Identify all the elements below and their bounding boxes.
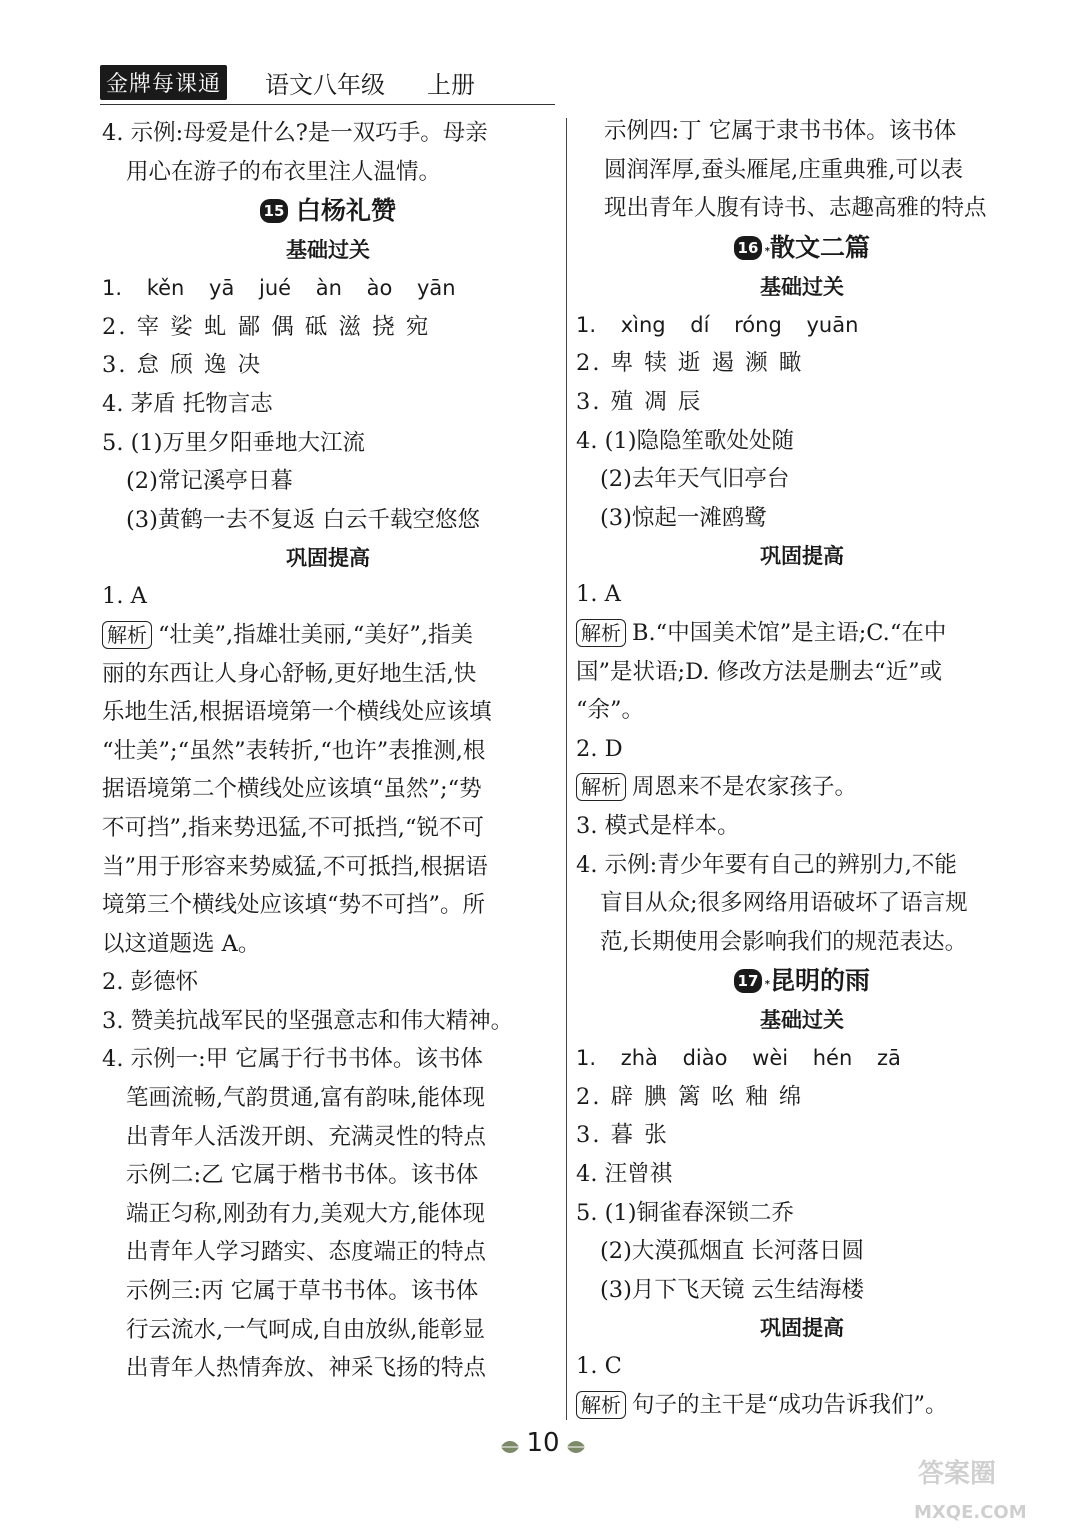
analysis-text: “壮美”,指雄壮美丽,“美好”,指美 [158, 621, 473, 648]
subject-label: 语文八年级 [265, 70, 386, 99]
answer-line: 现出青年人腹有诗书、志趣高雅的特点 [604, 195, 987, 222]
series-brand-label: 金牌每课通 [100, 65, 227, 100]
analysis-line: 境第三个横线处应该填“势不可挡”。所 [102, 892, 486, 919]
section-heading: 基础过关 [286, 238, 370, 263]
analysis-line: 当”用于形容来势威猛,不可抵挡,根据语 [102, 853, 488, 880]
page-header [100, 64, 475, 100]
answer-line: 2. D [576, 735, 623, 762]
answer-line: (2)大漠孤烟直 长河落日圆 [600, 1238, 865, 1265]
section-heading: 基础过关 [760, 1008, 844, 1033]
analysis-line: 据语境第二个横线处应该填“虽然”;“势 [102, 776, 482, 803]
answer-line: 4. 示例:青少年要有自己的辨别力,不能 [576, 851, 957, 878]
left-column [102, 114, 554, 1388]
answer-line: 端正匀称,刚劲有力,美观大方,能体现 [126, 1200, 485, 1227]
section-heading: 巩固提高 [760, 1316, 844, 1341]
optional-lesson-mark: * [764, 979, 770, 991]
analysis-text: 周恩来不是农家孩子。 [632, 774, 858, 801]
leaf-icon [565, 1438, 587, 1456]
answer-line: 2. 卑 犊 逝 遏 濒 瞰 [576, 350, 804, 377]
analysis-line [102, 616, 554, 655]
answer-line: 1. xìng dí róng yuān [576, 312, 859, 337]
analysis-tag: 解析 [576, 619, 626, 647]
section-heading: 基础过关 [760, 274, 844, 299]
answer-line: (3)黄鹤一去不复返 白云千载空悠悠 [126, 506, 481, 533]
lesson-number-badge: 15 [260, 199, 288, 223]
answer-line: (2)去年天气旧亭台 [600, 466, 790, 493]
section-heading: 巩固提高 [760, 544, 844, 569]
answer-line: 3. 赞美抗战军民的坚强意志和伟大精神。 [102, 1007, 514, 1034]
answer-line: 1. C [576, 1353, 622, 1380]
answer-line: 2. 宰 娑 虬 鄙 偶 砥 滋 挠 宛 [102, 313, 431, 340]
page-number: 10 [526, 1428, 560, 1458]
answer-line: 2. 辟 腆 篱 吆 釉 绵 [576, 1083, 804, 1110]
lesson-number: 16 [737, 238, 759, 257]
analysis-line [576, 1386, 1028, 1425]
answer-line: 示例三:丙 它属于草书书体。该书体 [126, 1278, 479, 1305]
watermark-logo [908, 1440, 1068, 1530]
analysis-tag: 解析 [576, 773, 626, 801]
answer-line: 3. 怠 颀 逸 决 [102, 352, 263, 379]
leaf-icon [499, 1438, 521, 1456]
lesson-number-badge [734, 236, 770, 260]
optional-lesson-mark: * [764, 245, 770, 257]
answer-line: 范,长期使用会影响我们的规范表达。 [600, 928, 968, 955]
answer-line: 圆润浑厚,蚕头雁尾,庄重典雅,可以表 [604, 156, 963, 183]
analysis-tag: 解析 [102, 621, 152, 649]
analysis-text: B.“中国美术馆”是主语;C.“在中 [632, 619, 947, 646]
analysis-line [576, 768, 1028, 807]
answer-line: 3. 殖 凋 辰 [576, 388, 703, 415]
answer-line: 1. A [576, 581, 621, 608]
analysis-tag: 解析 [576, 1391, 626, 1419]
answer-line: 5. (1)万里夕阳垂地大江流 [102, 429, 365, 456]
answer-line: (2)常记溪亭日暮 [126, 468, 293, 495]
answer-line: 1. kěn yā jué àn ào yān [102, 276, 456, 301]
analysis-line: 乐地生活,根据语境第一个横线处应该填 [102, 699, 492, 726]
answer-line: 4. 汪曾祺 [576, 1161, 673, 1188]
watermark-line-1: 答案圈 [918, 1459, 997, 1489]
lesson-17-title [576, 961, 1028, 1001]
answer-line: 笔画流畅,气韵贯通,富有韵味,能体现 [126, 1085, 485, 1112]
lesson-title-text: 散文二篇 [769, 232, 870, 262]
lesson-15-title [102, 191, 554, 231]
answer-line: (3)月下飞天镜 云生结海楼 [600, 1276, 865, 1303]
answer-line: 出青年人热情奔放、神采飞扬的特点 [126, 1355, 487, 1382]
analysis-line: 丽的东西让人身心舒畅,更好地生活,快 [102, 660, 477, 687]
analysis-text: 句子的主干是“成功告诉我们”。 [632, 1392, 948, 1419]
answer-line: 4. 示例一:甲 它属于行书书体。该书体 [102, 1046, 483, 1073]
column-divider [566, 118, 567, 1420]
answer-line: 出青年人活泼开朗、充满灵性的特点 [126, 1123, 487, 1150]
answer-line: 1. A [102, 583, 147, 610]
header-rule [100, 104, 555, 105]
answer-line: (3)惊起一滩鸥鹭 [600, 504, 767, 531]
answer-line: 出青年人学习踏实、态度端正的特点 [126, 1239, 487, 1266]
volume-label: 上册 [427, 70, 476, 99]
analysis-line: 不可挡”,指来势迅猛,不可抵挡,“锐不可 [102, 814, 484, 841]
lesson-16-title [576, 228, 1028, 268]
analysis-line: 国”是状语;D. 修改方法是删去“近”或 [576, 658, 943, 685]
answer-line: 5. (1)铜雀春深锁二乔 [576, 1199, 794, 1226]
answer-line: 4. 示例:母爱是什么?是一双巧手。母亲 [102, 120, 488, 146]
answer-line: 示例四:丁 它属于隶书书体。该书体 [604, 118, 957, 144]
watermark-line-2: MXQE.COM [914, 1502, 1027, 1523]
lesson-number: 17 [737, 972, 759, 991]
analysis-line: “壮美”;“虽然”表转折,“也许”表推测,根 [102, 737, 486, 764]
answer-line: 盲目从众;很多网络用语破坏了语言规 [600, 890, 968, 917]
lesson-number-badge [734, 969, 770, 993]
lesson-title-text: 白杨礼赞 [295, 196, 396, 226]
answer-line: 4. 茅盾 托物言志 [102, 390, 273, 417]
answer-line: 示例二:乙 它属于楷书书体。该书体 [126, 1162, 479, 1189]
answer-line: 3. 模式是样本。 [576, 812, 740, 839]
answer-line: 4. (1)隐隐笙歌处处随 [576, 427, 794, 454]
analysis-line: “余”。 [576, 697, 645, 724]
answer-line: 用心在游子的布衣里注人温情。 [126, 158, 442, 185]
analysis-line [576, 614, 1028, 653]
answer-line: 2. 彭德怀 [102, 969, 199, 996]
answer-line: 3. 暮 张 [576, 1122, 669, 1149]
right-column [576, 112, 1028, 1425]
lesson-title-text: 昆明的雨 [769, 966, 870, 996]
answer-line: 1. zhà diào wèi hén zā [576, 1046, 901, 1071]
analysis-line: 以这道题选 A。 [102, 930, 261, 957]
section-heading: 巩固提高 [286, 546, 370, 571]
answer-line: 行云流水,一气呵成,自由放纵,能彰显 [126, 1316, 485, 1343]
